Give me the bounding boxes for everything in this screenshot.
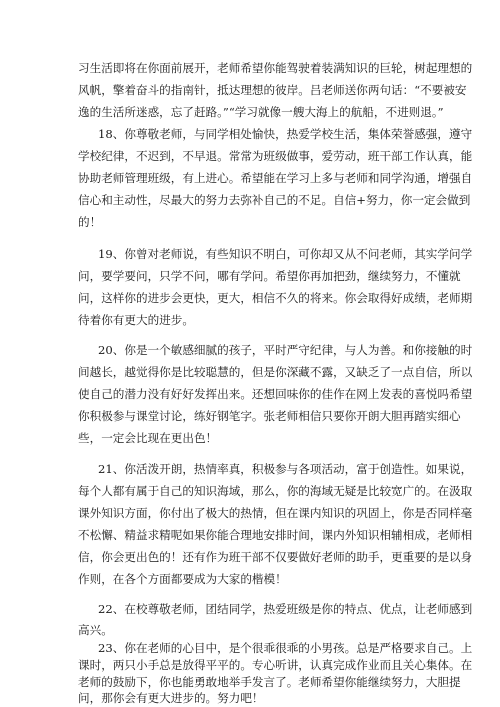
- text-line: 课外知识方面，你付出了极大的热情，但在课内知识的巩固上，你是否同样毫: [78, 506, 473, 520]
- text-line: 风帆，擎着奋斗的指南针，抵达理想的彼岸。吕老师送你两句话：“不要被安: [78, 83, 467, 97]
- text-line: 待着你有更大的进步。: [78, 313, 194, 327]
- text-line: 的！: [78, 215, 102, 229]
- text-line: 习生活即将在你面前展开，老师希望你能驾驶着装满知识的巨轮，树起理想的: [78, 61, 473, 75]
- text-line: 信心和主动性，尽最大的努力去弥补自己的不足。自信+努力，你一定会做到: [78, 193, 471, 207]
- text-line: 作则，在各个方面都要成为大家的楷模！: [78, 572, 287, 586]
- paragraph-22-start: 22、在校尊敬老师，团结同学，热爱班级是你的特点、优点，让老师感到: [98, 602, 473, 616]
- text-line: 课时，两只小手总是放得平平的。专心听讲，认真完成作业而且关心集体。在: [78, 658, 473, 672]
- text-line: 你积极参与课堂讨论，练好钢笔字。张老师相信只要你开朗大胆再踏实细心: [78, 409, 461, 423]
- paragraph-23-start: 23、你在老师的心目中，是个很乖很乖的小男孩。总是严格要求自己。上: [98, 641, 473, 655]
- text-line: 些，一定会比现在更出色！: [78, 431, 218, 445]
- text-line: 高兴。: [78, 623, 113, 637]
- text-line: 老师的鼓励下，你也能勇敢地举手发言了。老师希望你能继续努力，大胆提: [78, 675, 461, 689]
- paragraph-18-start: 18、你尊敬老师，与同学相处愉快，热爱学校生活，集体荣誉感强，遵守: [98, 127, 473, 141]
- paragraph-20-start: 20、你是一个敏感细腻的孩子，平时严守纪律，与人为善。和你接触的时: [98, 343, 473, 357]
- text-line: 逸的生活所迷惑，忘了赶路。”“学习就像一艘大海上的航船，不进则退。”: [78, 105, 444, 119]
- text-line: 信，你会更出色的！还有作为班干部不仅要做好老师的助手，更重要的是以身: [78, 550, 473, 564]
- paragraph-21-start: 21、你活泼开朗，热情率真，积极参与各项活动，富于创造性。如果说，: [98, 462, 473, 476]
- text-line: 每个人都有属于自己的知识海域，那么，你的海域无疑是比较宽广的。在汲取: [78, 484, 473, 498]
- text-line: 不松懈、精益求精呢如果你能合理地安排时间，课内外知识相辅相成，老师相: [78, 528, 473, 542]
- text-line: 问，那你会有更大进步的。努力吧！: [78, 691, 264, 705]
- text-line: 使自己的潜力没有好好发挥出来。还想回味你的佳作在网上发表的喜悦吗希望: [78, 387, 473, 401]
- text-line: 间越长，越觉得你是比较聪慧的，但是你深藏不露，又缺乏了一点自信，所以: [78, 365, 473, 379]
- text-line: 协助老师管理班级，有上进心。希望能在学习上多与老师和同学沟通，增强自: [78, 171, 473, 185]
- paragraph-19-start: 19、你曾对老师说，有些知识不明白，可你却又从不问老师，其实学问学: [98, 247, 473, 261]
- text-line: 问，这样你的进步会更快，更大，相信不久的将来。你会取得好成绩，老师期: [78, 291, 473, 305]
- text-line: 问，要学要问，只学不问，哪有学问。希望你再加把劲，继续努力，不懂就: [78, 269, 461, 283]
- text-line: 学校纪律，不迟到，不早退。常常为班级做事，爱劳动，班干部工作认真，能: [78, 149, 473, 163]
